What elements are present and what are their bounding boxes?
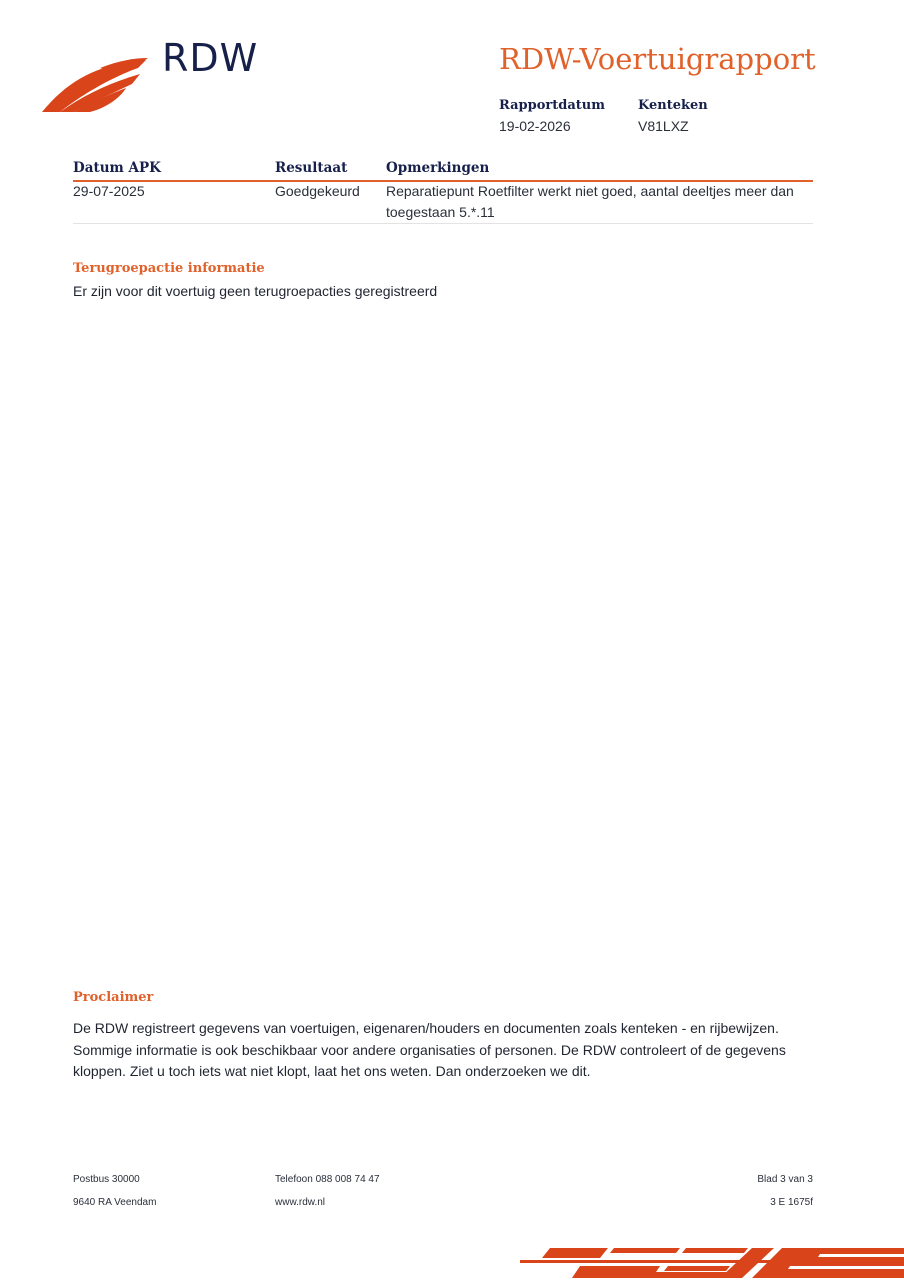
plate-label: Kenteken <box>638 98 708 113</box>
plate-value: V81LXZ <box>638 118 689 134</box>
proclaimer-line-2: Sommige informatie is ook beschikbaar voor andere organisaties of personen. De RDW controleert of de gegevens <box>73 1041 786 1058</box>
footer-address-2: 9640 RA Veendam <box>73 1197 157 1208</box>
column-header-date: Datum APK <box>73 160 161 176</box>
footer-website: www.rdw.nl <box>275 1197 326 1208</box>
column-header-result: Resultaat <box>275 160 348 176</box>
proclaimer-title: Proclaimer <box>73 990 154 1005</box>
footer-phone: Telefoon 088 008 74 47 <box>275 1174 380 1185</box>
table-cell-date: 29-07-2025 <box>73 183 145 199</box>
table-row-divider <box>73 223 813 224</box>
table-cell-result: Goedgekeurd <box>275 183 360 199</box>
footer-page-number: Blad 3 van 3 <box>757 1174 813 1185</box>
proclaimer-text <box>73 1018 833 1083</box>
table-cell-remarks: Reparatiepunt Roetfilter werkt niet goed, aantal deeltjes meer dan toegestaan 5.*.11 <box>386 183 794 220</box>
column-header-remarks: Opmerkingen <box>386 160 490 176</box>
footer-address-1: Postbus 30000 <box>73 1174 140 1185</box>
proclaimer-line-1: De RDW registreert gegevens van voertuigen, eigenaren/houders en documenten zoals kenteken - en rijbewijzen. <box>73 1020 779 1036</box>
report-date-value: 19-02-2026 <box>499 118 571 134</box>
logo-text: RDW <box>162 36 259 80</box>
recall-text: Er zijn voor dit voertuig geen terugroepacties geregistreerd <box>73 283 438 299</box>
report-title: RDW-Voertuigrapport <box>499 42 816 76</box>
report-date-label: Rapportdatum <box>499 98 605 113</box>
recall-title: Terugroepactie informatie <box>73 261 265 276</box>
footer-code: 3 E 1675f <box>770 1197 813 1208</box>
decorative-stripes-icon <box>520 1244 904 1280</box>
proclaimer-line-3: kloppen. Ziet u toch iets wat niet klopt, laat het ons weten. Dan onderzoeken we dit. <box>73 1063 591 1079</box>
